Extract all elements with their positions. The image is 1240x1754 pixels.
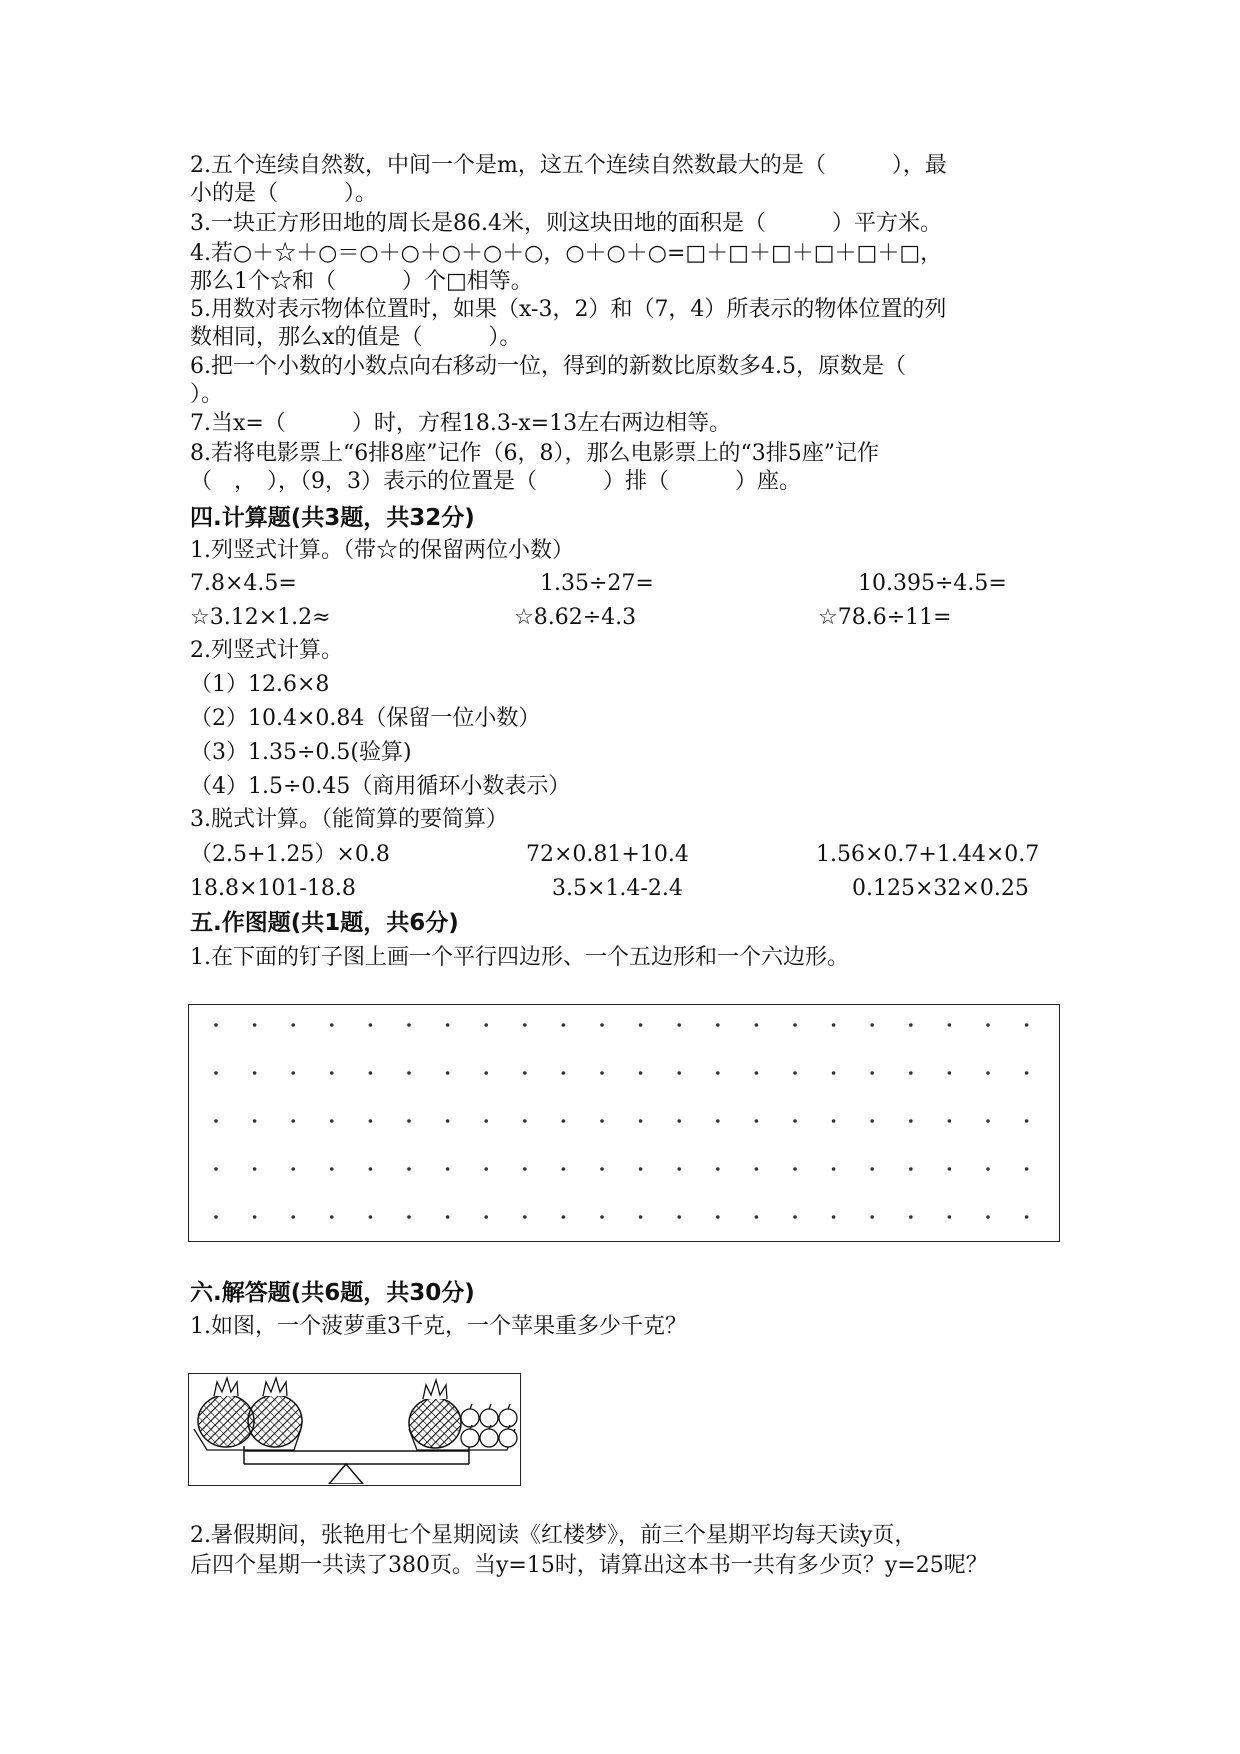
peg-dot[interactable]: [677, 1023, 681, 1027]
peg-dot[interactable]: [600, 1023, 604, 1027]
question-2-line-1: 2.五个连续自然数，中间一个是m，这五个连续自然数最大的是（ ），最: [190, 153, 947, 178]
peg-dot[interactable]: [909, 1215, 913, 1219]
question-3: 3.一块正方形田地的周长是86.4米，则这块田地的面积是（ ）平方米。: [190, 211, 942, 236]
peg-dot[interactable]: [484, 1071, 488, 1075]
balance-scale-drawing: [189, 1374, 519, 1484]
question-4-line-2: 那么1个☆和（ ）个□相等。: [190, 269, 533, 294]
s5-q1-prompt: 1.在下面的钉子图上画一个平行四边形、一个五边形和一个六边形。: [190, 945, 849, 970]
peg-dot[interactable]: [562, 1119, 566, 1123]
peg-dot[interactable]: [523, 1071, 527, 1075]
peg-dot[interactable]: [986, 1023, 990, 1027]
peg-dot[interactable]: [291, 1215, 295, 1219]
peg-dot[interactable]: [870, 1023, 874, 1027]
s4-q3-item: 0.125×32×0.25: [852, 876, 1029, 901]
peg-dot[interactable]: [330, 1119, 334, 1123]
pegboard-dots: [189, 1005, 1058, 1240]
pineapple-icon: [248, 1378, 302, 1447]
s4-q2-item: （4）1.5÷0.45（商用循环小数表示）: [190, 774, 571, 799]
peg-dot[interactable]: [716, 1215, 720, 1219]
peg-dot[interactable]: [253, 1167, 257, 1171]
peg-dot[interactable]: [369, 1119, 373, 1123]
peg-dot[interactable]: [369, 1167, 373, 1171]
peg-dot[interactable]: [986, 1215, 990, 1219]
s4-q3-item: 72×0.81+10.4: [526, 842, 689, 867]
s4-q3-item: 1.56×0.7+1.44×0.7: [816, 842, 1040, 867]
peg-dot[interactable]: [214, 1071, 218, 1075]
peg-dot[interactable]: [793, 1215, 797, 1219]
peg-dot[interactable]: [909, 1023, 913, 1027]
peg-dot[interactable]: [253, 1071, 257, 1075]
peg-dot[interactable]: [716, 1071, 720, 1075]
s4-q1-item: ☆8.62÷4.3: [514, 605, 637, 630]
peg-dot[interactable]: [639, 1167, 643, 1171]
peg-dot[interactable]: [948, 1119, 952, 1123]
peg-dot[interactable]: [523, 1215, 527, 1219]
peg-dot[interactable]: [523, 1167, 527, 1171]
s4-q2-item: （3）1.35÷0.5(验算): [190, 740, 412, 765]
peg-dot[interactable]: [484, 1215, 488, 1219]
peg-dot[interactable]: [870, 1215, 874, 1219]
peg-dot[interactable]: [639, 1215, 643, 1219]
peg-dot[interactable]: [253, 1119, 257, 1123]
peg-dot[interactable]: [523, 1023, 527, 1027]
peg-dot[interactable]: [755, 1071, 759, 1075]
peg-dot[interactable]: [446, 1071, 450, 1075]
section-4-title: 四.计算题(共3题，共32分): [190, 505, 475, 531]
peg-dot[interactable]: [677, 1167, 681, 1171]
peg-dot[interactable]: [1025, 1167, 1029, 1171]
question-6-line-1: 6.把一个小数的小数点向右移动一位，得到的新数比原数多4.5，原数是（: [190, 354, 906, 379]
peg-dot[interactable]: [562, 1167, 566, 1171]
peg-dot[interactable]: [832, 1023, 836, 1027]
peg-dot[interactable]: [948, 1215, 952, 1219]
peg-dot[interactable]: [639, 1071, 643, 1075]
peg-dot[interactable]: [909, 1119, 913, 1123]
peg-dot[interactable]: [793, 1071, 797, 1075]
peg-dot[interactable]: [948, 1023, 952, 1027]
peg-dot[interactable]: [214, 1119, 218, 1123]
peg-dot[interactable]: [484, 1167, 488, 1171]
balance-figure: [188, 1373, 521, 1486]
peg-dot[interactable]: [639, 1023, 643, 1027]
peg-dot[interactable]: [755, 1119, 759, 1123]
s4-q2-item: （1）12.6×8: [190, 672, 330, 697]
peg-dot[interactable]: [755, 1167, 759, 1171]
peg-dot[interactable]: [214, 1023, 218, 1027]
fulcrum: [329, 1464, 363, 1484]
peg-dot[interactable]: [214, 1167, 218, 1171]
s6-q2-line-2: 后四个星期一共读了380页。当y=15时，请算出这本书一共有多少页？y=25呢？: [190, 1553, 988, 1578]
question-4-line-1: 4.若○＋☆＋○＝○＋○＋○＋○＋○，○＋○＋○=□＋□＋□＋□＋□＋□，: [190, 241, 943, 266]
peg-dot[interactable]: [407, 1119, 411, 1123]
peg-dot[interactable]: [793, 1119, 797, 1123]
question-6-line-2: ）。: [190, 382, 224, 407]
pineapple-icon: [198, 1378, 254, 1447]
peg-dot[interactable]: [407, 1023, 411, 1027]
peg-dot[interactable]: [716, 1167, 720, 1171]
peg-dot[interactable]: [369, 1215, 373, 1219]
peg-dot[interactable]: [253, 1215, 257, 1219]
section-6-title: 六.解答题(共6题，共30分): [190, 1280, 475, 1306]
peg-dot[interactable]: [677, 1119, 681, 1123]
peg-dot[interactable]: [562, 1215, 566, 1219]
peg-dot[interactable]: [832, 1215, 836, 1219]
question-8-line-1: 8.若将电影票上“6排8座”记作（6，8），那么电影票上的“3排5座”记作: [190, 441, 879, 466]
peg-dot[interactable]: [330, 1071, 334, 1075]
s4-q1-item: 7.8×4.5=: [190, 571, 297, 596]
peg-dot[interactable]: [407, 1071, 411, 1075]
peg-dot[interactable]: [214, 1215, 218, 1219]
peg-dot[interactable]: [446, 1023, 450, 1027]
peg-dot[interactable]: [1025, 1119, 1029, 1123]
peg-dot[interactable]: [369, 1071, 373, 1075]
s6-q2-line-1: 2.暑假期间，张艳用七个星期阅读《红楼梦》，前三个星期平均每天读y页，: [190, 1523, 917, 1548]
peg-dot[interactable]: [446, 1215, 450, 1219]
peg-dot[interactable]: [330, 1215, 334, 1219]
peg-dot[interactable]: [600, 1215, 604, 1219]
peg-dot[interactable]: [677, 1071, 681, 1075]
peg-dot[interactable]: [755, 1215, 759, 1219]
peg-dot[interactable]: [832, 1119, 836, 1123]
peg-dot[interactable]: [600, 1167, 604, 1171]
question-7: 7.当x=（ ）时，方程18.3-x=13左右两边相等。: [190, 411, 732, 436]
peg-dot[interactable]: [986, 1167, 990, 1171]
peg-dot[interactable]: [832, 1167, 836, 1171]
peg-dot[interactable]: [407, 1167, 411, 1171]
peg-dot[interactable]: [948, 1167, 952, 1171]
s4-q1-item: ☆78.6÷11=: [818, 605, 952, 630]
peg-dot[interactable]: [446, 1167, 450, 1171]
peg-dot[interactable]: [755, 1023, 759, 1027]
question-5-line-1: 5.用数对表示物体位置时，如果（x-3，2）和（7，4）所表示的物体位置的列: [190, 297, 947, 322]
peg-dot[interactable]: [677, 1215, 681, 1219]
section-5-title: 五.作图题(共1题，共6分): [190, 910, 459, 936]
peg-dot[interactable]: [716, 1119, 720, 1123]
peg-dot[interactable]: [369, 1023, 373, 1027]
s4-q1-item: ☆3.12×1.2≈: [190, 605, 331, 630]
s4-q2-item: （2）10.4×0.84（保留一位小数）: [190, 706, 541, 731]
peg-dot[interactable]: [1025, 1071, 1029, 1075]
s4-q3-item: 18.8×101-18.8: [190, 876, 356, 901]
peg-dot[interactable]: [330, 1167, 334, 1171]
peg-dot[interactable]: [716, 1023, 720, 1027]
peg-dot[interactable]: [832, 1071, 836, 1075]
peg-dot[interactable]: [986, 1071, 990, 1075]
s4-q1-prompt: 1.列竖式计算。（带☆的保留两位小数）: [190, 538, 574, 563]
question-5-line-2: 数相同，那么x的值是（ ）。: [190, 325, 522, 350]
peg-dot[interactable]: [291, 1167, 295, 1171]
s4-q1-item: 10.395÷4.5=: [858, 571, 1007, 596]
peg-dot[interactable]: [870, 1167, 874, 1171]
peg-dot[interactable]: [793, 1023, 797, 1027]
peg-dot[interactable]: [600, 1071, 604, 1075]
pegboard[interactable]: [188, 1004, 1060, 1242]
peg-dot[interactable]: [407, 1215, 411, 1219]
question-2-line-2: 小的是（ ）。: [190, 181, 378, 206]
peg-dot[interactable]: [948, 1071, 952, 1075]
peg-dot[interactable]: [986, 1119, 990, 1123]
peg-dot[interactable]: [291, 1071, 295, 1075]
peg-dot[interactable]: [1025, 1023, 1029, 1027]
peg-dot[interactable]: [909, 1167, 913, 1171]
peg-dot[interactable]: [523, 1119, 527, 1123]
question-8-line-2: （ ， ），（9，3）表示的位置是（ ）排（ ）座。: [190, 469, 801, 494]
peg-dot[interactable]: [870, 1119, 874, 1123]
apple-icon: [461, 1404, 517, 1447]
peg-dot[interactable]: [291, 1023, 295, 1027]
pineapple-icon: [409, 1380, 461, 1448]
peg-dot[interactable]: [291, 1119, 295, 1123]
s4-q3-prompt: 3.脱式计算。（能简算的要简算）: [190, 807, 508, 832]
peg-dot[interactable]: [870, 1071, 874, 1075]
s4-q1-item: 1.35÷27=: [540, 571, 654, 596]
peg-dot[interactable]: [562, 1023, 566, 1027]
peg-dot[interactable]: [600, 1119, 604, 1123]
peg-dot[interactable]: [1025, 1215, 1029, 1219]
peg-dot[interactable]: [446, 1119, 450, 1123]
peg-dot[interactable]: [253, 1023, 257, 1027]
peg-dot[interactable]: [639, 1119, 643, 1123]
peg-dot[interactable]: [562, 1071, 566, 1075]
peg-dot[interactable]: [330, 1023, 334, 1027]
s4-q3-item: 3.5×1.4-2.4: [552, 876, 683, 901]
s6-q1-prompt: 1.如图，一个菠萝重3千克，一个苹果重多少千克？: [190, 1314, 687, 1339]
peg-dot[interactable]: [793, 1167, 797, 1171]
peg-dot[interactable]: [484, 1119, 488, 1123]
s4-q2-prompt: 2.列竖式计算。: [190, 638, 343, 663]
peg-dot[interactable]: [909, 1071, 913, 1075]
peg-dot[interactable]: [484, 1023, 488, 1027]
s4-q3-item: （2.5+1.25）×0.8: [190, 842, 390, 867]
